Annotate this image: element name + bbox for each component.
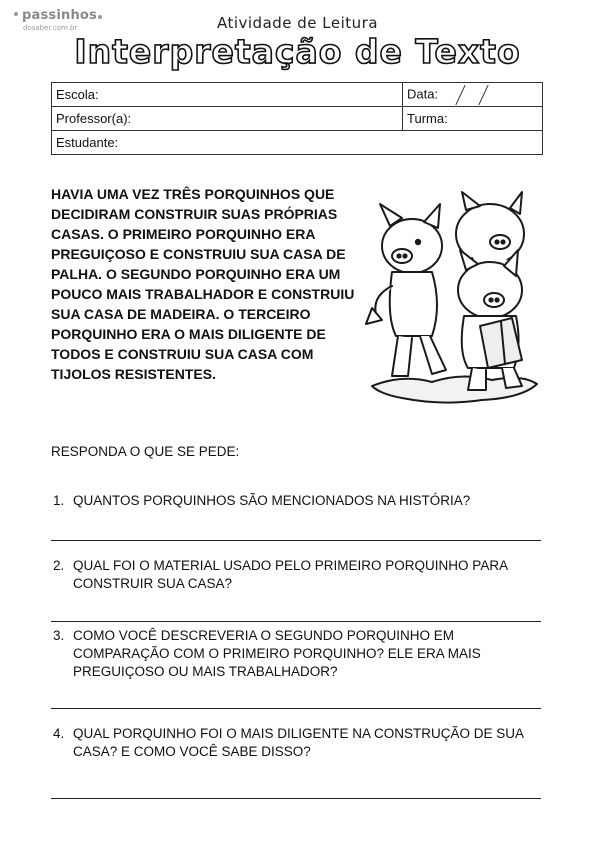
school-label: Escola: [56, 87, 99, 102]
date-label: Data: [407, 85, 439, 101]
class-label: Turma: [407, 111, 448, 126]
question-2 [51, 557, 546, 593]
class-field[interactable] [403, 107, 543, 131]
student-field[interactable] [52, 131, 543, 155]
question-1 [51, 492, 546, 510]
teacher-field[interactable] [52, 107, 403, 131]
answer-line-3[interactable] [51, 708, 541, 709]
question-3 [51, 627, 546, 681]
school-field[interactable] [52, 83, 403, 107]
student-info-table [51, 82, 543, 155]
teacher-label: Professor(a): [56, 111, 132, 126]
question-text: QUAL FOI O MATERIAL USADO PELO PRIMEIRO PORQUINHO PARA CONSTRUIR SUA CASA? [73, 558, 508, 591]
student-label: Estudante: [56, 135, 119, 150]
question-text: QUANTOS PORQUINHOS SÃO MENCIONADOS NA HISTÓRIA? [73, 493, 471, 508]
question-number: 4. [53, 726, 65, 741]
story-text: HAVIA UMA VEZ TRÊS PORQUINHOS QUE DECIDIRAM CONSTRUIR SUAS PRÓPRIAS CASAS. O PRIMEIRO PORQUINHO ERA PREGUIÇOSO E CONSTRUIU SUA CASA DE PALHA. O SEGUNDO PORQUINHO ERA UM POUCO MAIS TRABALHADOR E CONSTRUIU SUA CASA DE MADEIRA. O TERCEIRO PORQUINHO ERA O MAIS DILIGENTE DE TODOS E CONSTRUIU SUA CASA COM TIJOLOS RESISTENTES. [51, 186, 355, 382]
answer-line-2[interactable] [51, 621, 541, 622]
question-number: 2. [53, 558, 65, 573]
question-number: 1. [53, 493, 65, 508]
answer-line-4[interactable] [51, 798, 541, 799]
question-4 [51, 725, 546, 761]
three-little-pigs-illustration [362, 186, 542, 418]
date-separator [455, 84, 465, 104]
question-number: 3. [53, 628, 65, 643]
date-separator [478, 84, 488, 104]
worksheet-subtitle: Atividade de Leitura [216, 14, 379, 32]
answer-line-1[interactable] [51, 540, 541, 541]
question-text: QUAL PORQUINHO FOI O MAIS DILIGENTE NA CONSTRUÇÃO DE SUA CASA? E COMO VOCÊ SABE DISSO? [73, 726, 524, 759]
logo-site: dosaber.com.br [23, 24, 78, 32]
logo-name: passinhos [22, 8, 97, 23]
worksheet-title: Interpretação de Texto [74, 32, 521, 71]
instructions: RESPONDA O QUE SE PEDE: [51, 444, 240, 459]
date-field[interactable] [403, 83, 543, 107]
question-text: COMO VOCÊ DESCREVERIA O SEGUNDO PORQUINHO EM COMPARAÇÃO COM O PRIMEIRO PORQUINHO? ELE ERA MAIS PREGUIÇOSO OU MAIS TRABALHADOR? [73, 628, 481, 679]
